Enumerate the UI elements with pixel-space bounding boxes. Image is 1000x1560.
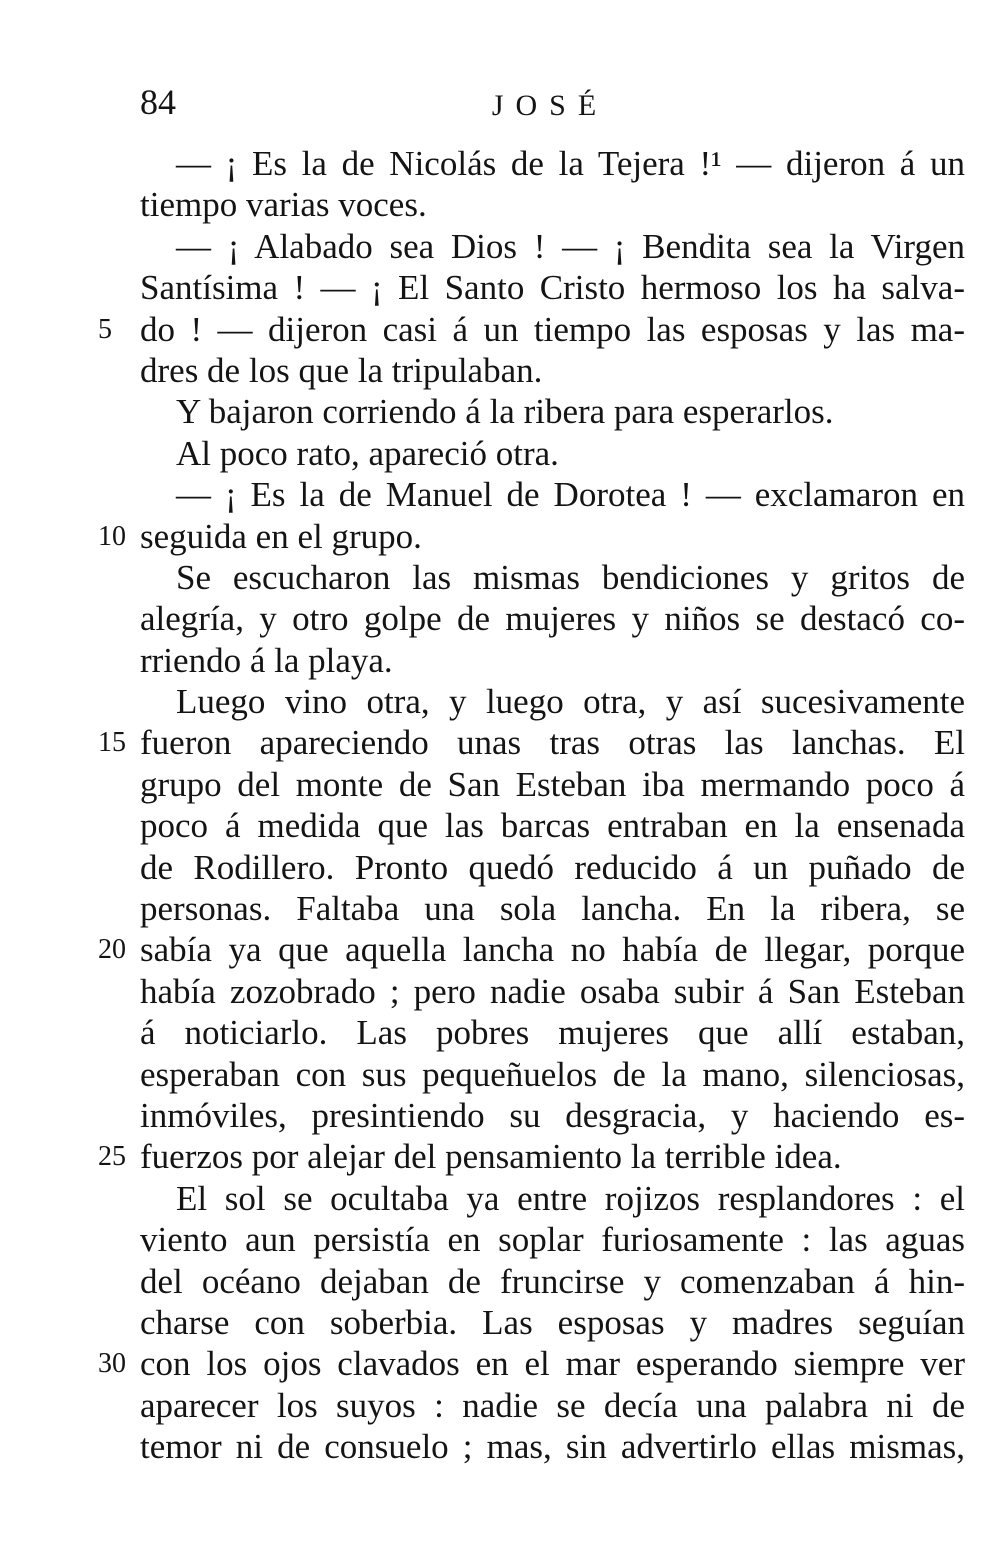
text-line	[140, 184, 965, 225]
line-number: 30	[98, 1348, 126, 1380]
line-text: tiempo varias voces.	[140, 185, 427, 225]
line-text: Al poco rato, apareció otra.	[176, 433, 559, 473]
text-line	[140, 764, 965, 805]
text-line	[140, 474, 965, 515]
line-text: Luego vino otra, y luego otra, y así sucesivamente	[176, 682, 965, 722]
line-text: sabía ya que aquella lancha no había de llegar, porque	[140, 930, 965, 970]
text-line	[140, 226, 965, 267]
line-text: — ¡ Alabado sea Dios ! — ¡ Bendita sea la Virgen	[176, 226, 965, 266]
line-text: Y bajaron corriendo á la ribera para esperarlos.	[176, 392, 834, 432]
line-number: 10	[98, 520, 126, 552]
line-text: — ¡ Es la de Manuel de Dorotea ! — exclamaron en	[176, 475, 965, 515]
line-text: — ¡ Es la de Nicolás de la Tejera !¹ — dijeron á un	[176, 144, 965, 183]
text-line	[140, 640, 965, 681]
text-line	[140, 1095, 965, 1136]
text-line	[140, 1426, 965, 1467]
text-line	[140, 971, 965, 1012]
text-line	[140, 847, 965, 888]
line-text: Se escucharon las mismas bendiciones y gritos de	[176, 557, 965, 597]
line-text: esperaban con sus pequeñuelos de la mano, silenciosas,	[140, 1054, 965, 1094]
text-line	[140, 681, 965, 722]
line-text: grupo del monte de San Esteban iba mermando poco á	[140, 764, 965, 804]
line-text: con los ojos clavados en el mar esperando siempre ver	[140, 1344, 965, 1384]
text-line	[140, 1385, 965, 1426]
line-number: 20	[98, 934, 126, 966]
text-line	[140, 267, 965, 308]
line-text: charse con soberbia. Las esposas y madres seguían	[140, 1302, 965, 1342]
line-text: fueron apareciendo unas tras otras las lanchas. El	[140, 723, 965, 763]
text-line	[98, 1136, 965, 1177]
text-line	[98, 516, 965, 557]
text-line	[140, 1219, 965, 1260]
text-line	[98, 309, 965, 350]
text-line	[140, 391, 965, 432]
line-text: fuerzos por alejar del pensamiento la terrible idea.	[140, 1137, 842, 1177]
line-text: personas. Faltaba una sola lancha. En la ribera, se	[140, 889, 965, 929]
line-text: seguida en el grupo.	[140, 516, 422, 556]
line-text: viento aun persistía en soplar furiosamente : las aguas	[140, 1220, 965, 1260]
text-line	[140, 143, 965, 184]
line-text: temor ni de consuelo ; mas, sin advertirlo ellas mismas,	[140, 1427, 965, 1467]
line-number: 25	[98, 1141, 126, 1173]
line-text: rriendo á la playa.	[140, 640, 393, 680]
line-text: El sol se ocultaba ya entre rojizos resplandores : el	[176, 1178, 965, 1218]
line-text: del océano dejaban de fruncirse y comenzaban á hin-	[140, 1261, 965, 1301]
line-text: dres de los que la tripulaban.	[140, 350, 543, 390]
text-line	[140, 1054, 965, 1095]
text-line	[140, 557, 965, 598]
text-line	[98, 722, 965, 763]
line-text: había zozobrado ; pero nadie osaba subir á San Esteban	[140, 971, 965, 1011]
text-line	[140, 433, 965, 474]
text-line	[140, 350, 965, 391]
text-line	[140, 1261, 965, 1302]
text-line	[98, 929, 965, 970]
text-line	[140, 598, 965, 639]
line-number: 5	[98, 313, 112, 345]
running-head: JOSÉ	[491, 89, 609, 122]
line-text: aparecer los suyos : nadie se decía una palabra ni de	[140, 1385, 965, 1425]
line-text: inmóviles, presintiendo su desgracia, y haciendo es-	[140, 1095, 965, 1135]
line-text: de Rodillero. Pronto quedó reducido á un puñado de	[140, 847, 965, 887]
line-text: á noticiarlo. Las pobres mujeres que allí estaban,	[140, 1013, 965, 1053]
page-number: 84	[140, 82, 176, 122]
text-line	[140, 1178, 965, 1219]
text-line	[140, 888, 965, 929]
text-line	[140, 805, 965, 846]
line-text: Santísima ! — ¡ El Santo Cristo hermoso los ha salva-	[140, 268, 965, 308]
text-line	[98, 1343, 965, 1384]
body-text	[98, 143, 965, 1468]
text-line	[140, 1302, 965, 1343]
line-number: 15	[98, 727, 126, 759]
text-line	[140, 1012, 965, 1053]
line-text: alegría, y otro golpe de mujeres y niños se destacó co-	[140, 599, 965, 639]
line-text: poco á medida que las barcas entraban en la ensenada	[140, 806, 965, 846]
line-text: do ! — dijeron casi á un tiempo las esposas y las ma-	[140, 309, 965, 349]
